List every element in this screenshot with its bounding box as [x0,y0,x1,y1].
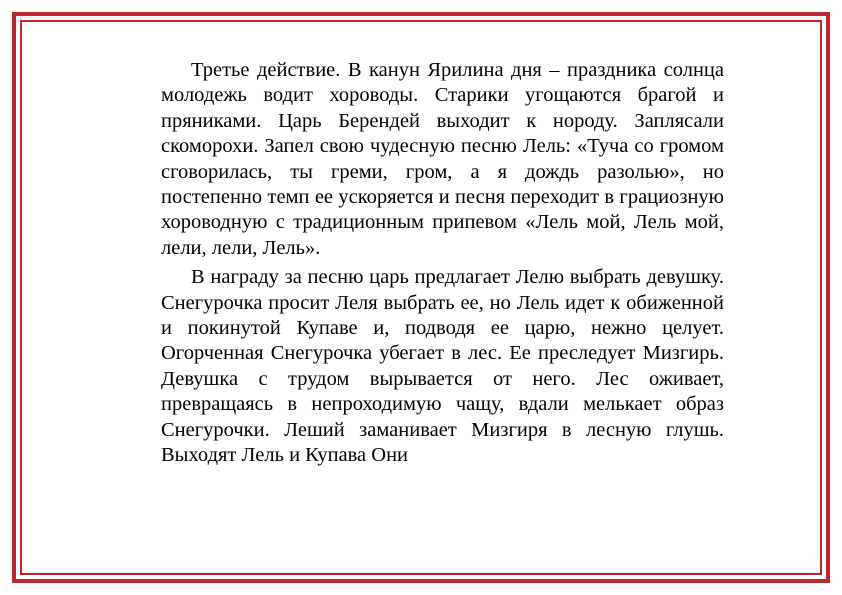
paragraph-reward: В награду за песню царь предлагает Лелю выбрать девушку. Снегурочка просит Леля выбрать ее, но Лель идет к обиженной и покинутой Купаве и, подводя ее царю, нежно целует. Огорченная Снегурочка убегает в лес. Ее преследует Мизгирь. Девушка с трудом вырывается от него. Лес оживает, превращаясь в непроходимую чащу, вдали мелькает образ Снегурочки. Леший заманивает Мизгиря в лесную глушь. Выходят Лель и Купава Они [161,266,724,467]
slide-text-block [161,58,724,469]
paragraph-act-three: Третье действие. В канун Ярилина дня – праздника солнца молодежь водит хороводы. Старики угощаются брагой и пряниками. Царь Берендей выходит к нороду. Заплясали скоморохи. Запел свою чудесную песню Лель: «Туча со громом сговорилась, ты греми, гром, а я дождь разолью», но постепенно темп ее ускоряется и песня переходит в грациозную хороводную с традиционным припевом «Лель мой, Лель мой, лели, лели, Лель». [161,59,724,259]
